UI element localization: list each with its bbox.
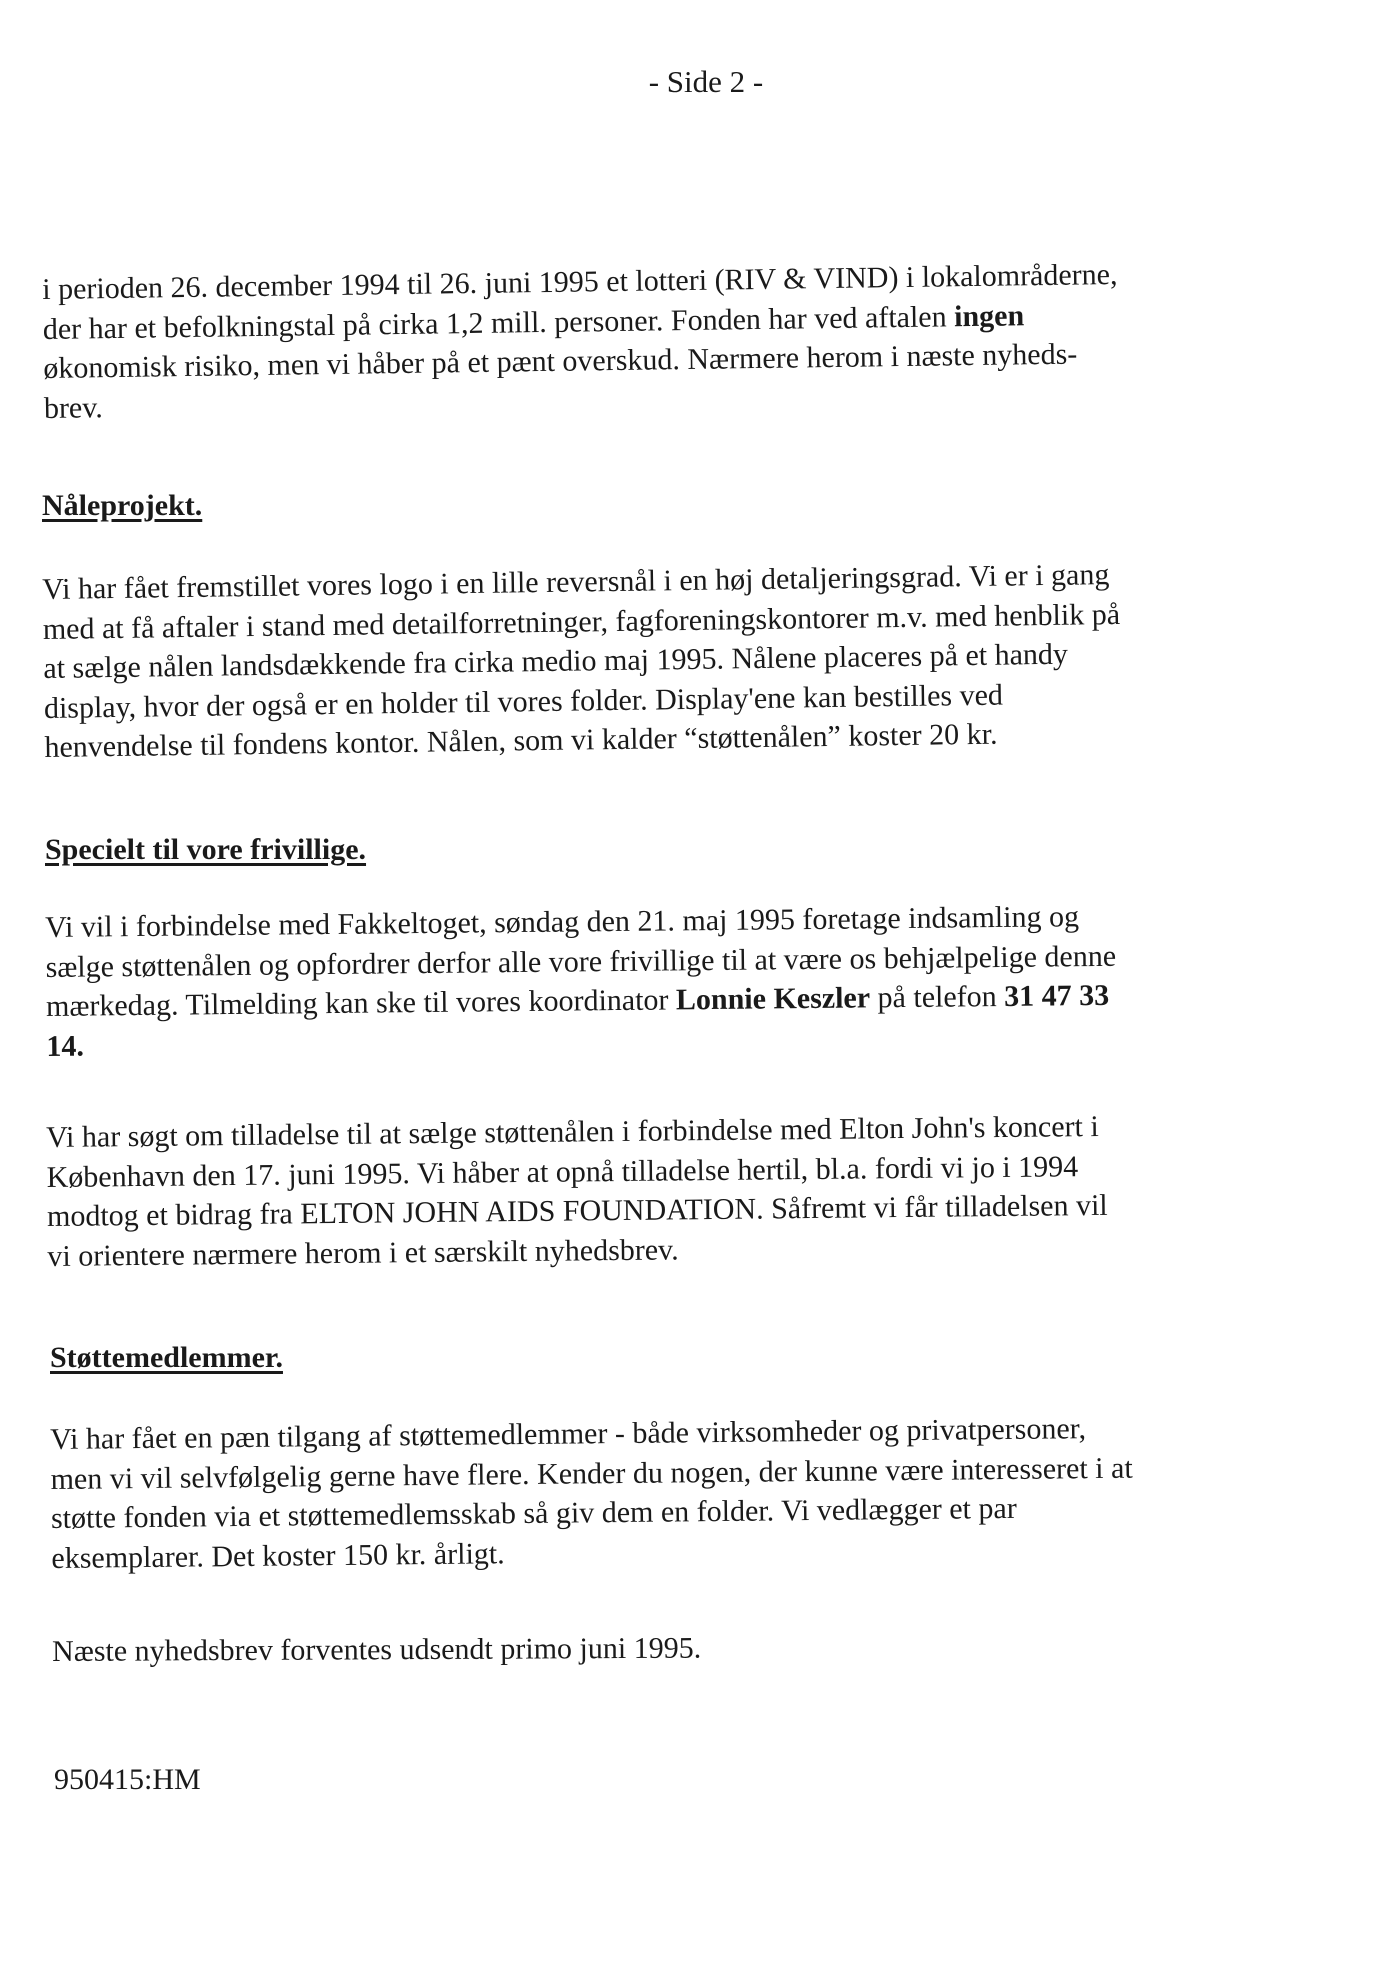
- next-newsletter-line: Næste nyhedsbrev forventes udsendt primo juni 1995.: [52, 1631, 702, 1668]
- naaleprojekt-line-5: henvendelse til fondens kontor. Nålen, som vi kalder “støttenålen” koster 20 kr.: [44, 717, 998, 764]
- intro-line-2: der har et befolkningstal på cirka 1,2 mill. personer. Fonden har ved aftalen ingen: [42, 298, 1025, 346]
- stotte-line-1: Vi har fået en pæn tilgang af støttemedlemmer - både virksomheder og privatpersoner,: [50, 1412, 1087, 1456]
- stotte-line-3: støtte fonden via et støttemedlemsskab så giv dem en folder. Vi vedlægger et par: [50, 1491, 1017, 1535]
- elton-line-3: modtog et bidrag fra ELTON JOHN AIDS FOUNDATION. Såfremt vi får tilladelsen vil: [46, 1188, 1108, 1233]
- heading-stottemedlemmer: Støttemedlemmer.: [50, 1341, 283, 1374]
- frivillige-line-1: Vi vil i forbindelse med Fakkeltoget, søndag den 21. maj 1995 foretage indsamling og: [45, 900, 1080, 944]
- stotte-line-4: eksemplarer. Det koster 150 kr. årligt.: [51, 1536, 505, 1575]
- intro-line-1: i perioden 26. december 1994 til 26. juni 1995 et lotteri (RIV & VIND) i lokalområderne,: [42, 257, 1118, 306]
- naaleprojekt-paragraph: [42, 552, 1345, 768]
- intro-line-4: brev.: [43, 390, 104, 425]
- page-number: - Side 2 -: [648, 64, 764, 99]
- elton-line-1: Vi har søgt om tilladelse til at sælge støttenålen i forbindelse med Elton John's koncert i: [46, 1109, 1099, 1154]
- stotte-line-2: men vi vil selvfølgelig gerne have flere. Kender du nogen, der kunne være interesseret i at: [50, 1451, 1133, 1496]
- heading-naaleprojekt: Nåleprojekt.: [42, 489, 203, 522]
- intro-line-3: økonomisk risiko, men vi håber på et pænt overskud. Nærmere herom i næste nyheds-: [43, 337, 1078, 385]
- elton-line-2: København den 17. juni 1995. Vi håber at opnå tilladelse hertil, bl.a. fordi vi jo i 1994: [46, 1149, 1079, 1194]
- coordinator-name: Lonnie Keszler: [675, 981, 871, 1017]
- naaleprojekt-line-1: Vi har fået fremstillet vores logo i en lille reversnål i en høj detaljeringsgrad. Vi er i gang: [42, 558, 1110, 606]
- intro-bold-ingen: ingen: [953, 298, 1025, 333]
- document-reference: 950415:HM: [54, 1763, 201, 1796]
- heading-frivillige: Specielt til vore frivillige.: [45, 833, 367, 866]
- naaleprojekt-line-4: display, hvor der også er en holder til vores folder. Display'ene kan bestilles ved: [43, 678, 1004, 725]
- closing-paragraph: [52, 1625, 1352, 1671]
- phone-number-part-1: 31 47 33: [1004, 978, 1110, 1013]
- frivillige-paragraph-1: [45, 894, 1347, 1066]
- frivillige-paragraph-2: [46, 1104, 1348, 1276]
- frivillige-line-2: sælge støttenålen og opfordrer derfor alle vore frivillige til at være os behjælpelige denne: [45, 939, 1117, 984]
- naaleprojekt-line-2: med at få aftaler i stand med detailforretninger, fagforeningskontorer m.v. med henblik på: [42, 597, 1121, 646]
- naaleprojekt-line-3: at sælge nålen landsdækkende fra cirka medio maj 1995. Nålene placeres på et handy: [43, 637, 1069, 685]
- stottemedlemmer-paragraph: [50, 1406, 1352, 1578]
- intro-paragraph: [42, 252, 1344, 428]
- frivillige-line-3: mærkedag. Tilmelding kan ske til vores koordinator Lonnie Keszler på telefon 31 47 33: [45, 978, 1110, 1023]
- phone-number-part-2: 14.: [46, 1029, 85, 1063]
- elton-line-4: vi orientere nærmere herom i et særskilt nyhedsbrev.: [47, 1232, 679, 1273]
